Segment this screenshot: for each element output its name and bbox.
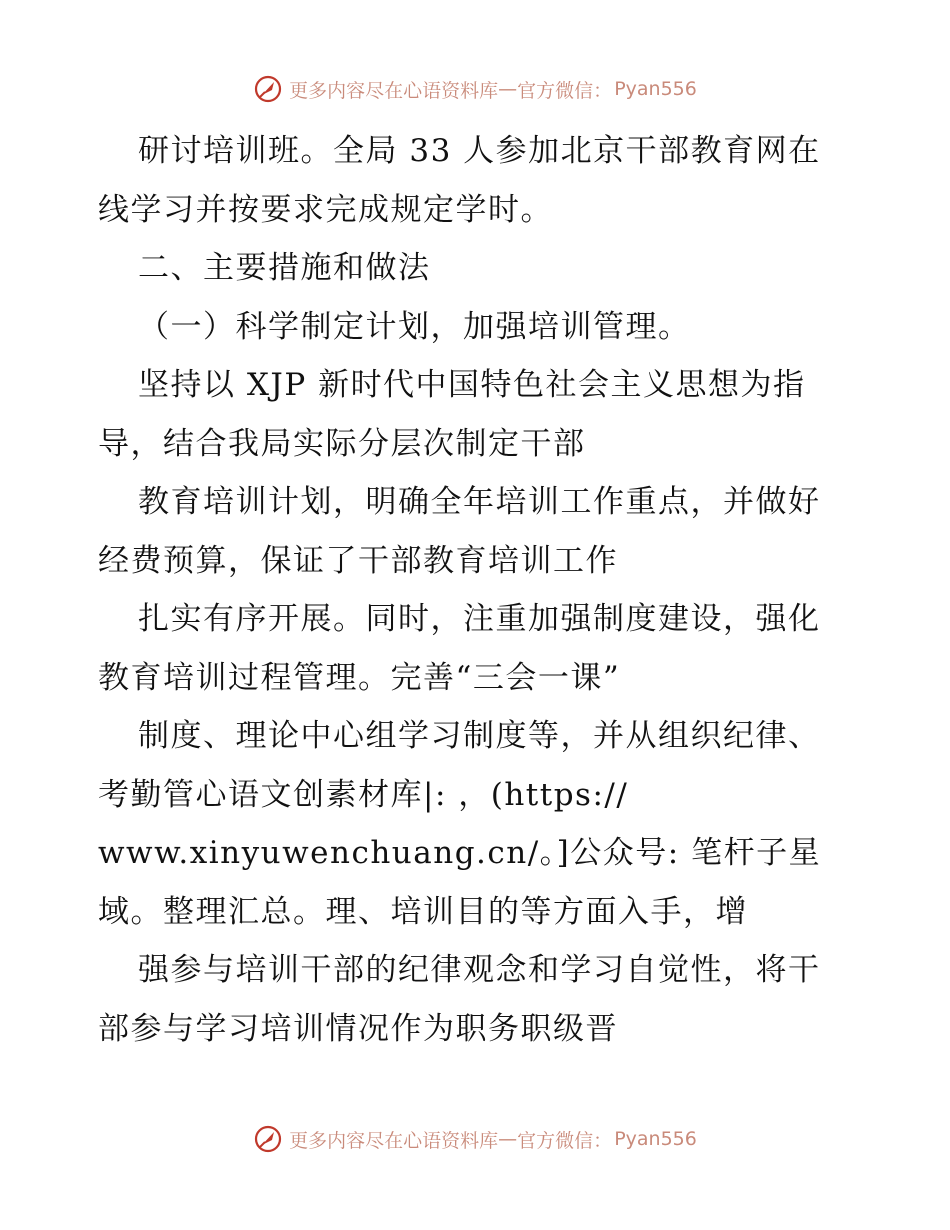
watermark-contact-id: Pyan556 (614, 78, 697, 100)
watermark-contact-label: 官方微信： (517, 1129, 613, 1152)
watermark-contact-id: Pyan556 (614, 1128, 697, 1150)
text-line: 经费预算，保证了干部教育培训工作 (98, 542, 618, 579)
watermark-main-text: 更多内容尽在心语资料库 (289, 1129, 499, 1152)
header-watermark (0, 74, 950, 104)
feather-logo-icon (253, 74, 283, 104)
text-line: 扎实有序开展。同时，注重加强制度建设，强化 (138, 601, 821, 637)
watermark-dash: — (498, 1128, 518, 1150)
watermark-main-text: 更多内容尽在心语资料库 (289, 79, 499, 102)
text-line: 教育培训过程管理。完善“三会一课” (98, 659, 621, 696)
text-line: 线学习并按要求完成规定学时。 (98, 191, 553, 228)
section-heading: 二、主要措施和做法 (138, 250, 431, 286)
text-line: 部参与学习培训情况作为职务职级晋 (98, 1010, 618, 1047)
document-body (98, 122, 858, 1058)
text-line: 域。整理汇总。理、培训目的等方面入手，增 (98, 893, 748, 930)
watermark-dash: — (498, 78, 518, 100)
text-line: 强参与培训干部的纪律观念和学习自觉性，将干 (138, 952, 821, 988)
watermark-contact-label: 官方微信： (517, 79, 613, 102)
feather-logo-icon (253, 1124, 283, 1154)
footer-watermark (0, 1124, 950, 1154)
text-line: 教育培训计划，明确全年培训工作重点，并做好 (138, 484, 821, 520)
text-line: 导，结合我局实际分层次制定干部 (98, 425, 586, 462)
subsection-heading: （一）科学制定计划，加强培训管理。 (138, 308, 691, 345)
text-line: 坚持以 XJP 新时代中国特色社会主义思想为指 (138, 367, 806, 403)
text-line: 研讨培训班。全局 33 人参加北京干部教育网在 (138, 133, 821, 169)
text-line: 考勤管心语文创素材库|: ，(https:// (98, 776, 629, 813)
text-line: www.xinyuwenchuang.cn/。]公众号: 笔杆子星 (98, 835, 822, 871)
text-line: 制度、理论中心组学习制度等，并从组织纪律、 (138, 718, 821, 754)
